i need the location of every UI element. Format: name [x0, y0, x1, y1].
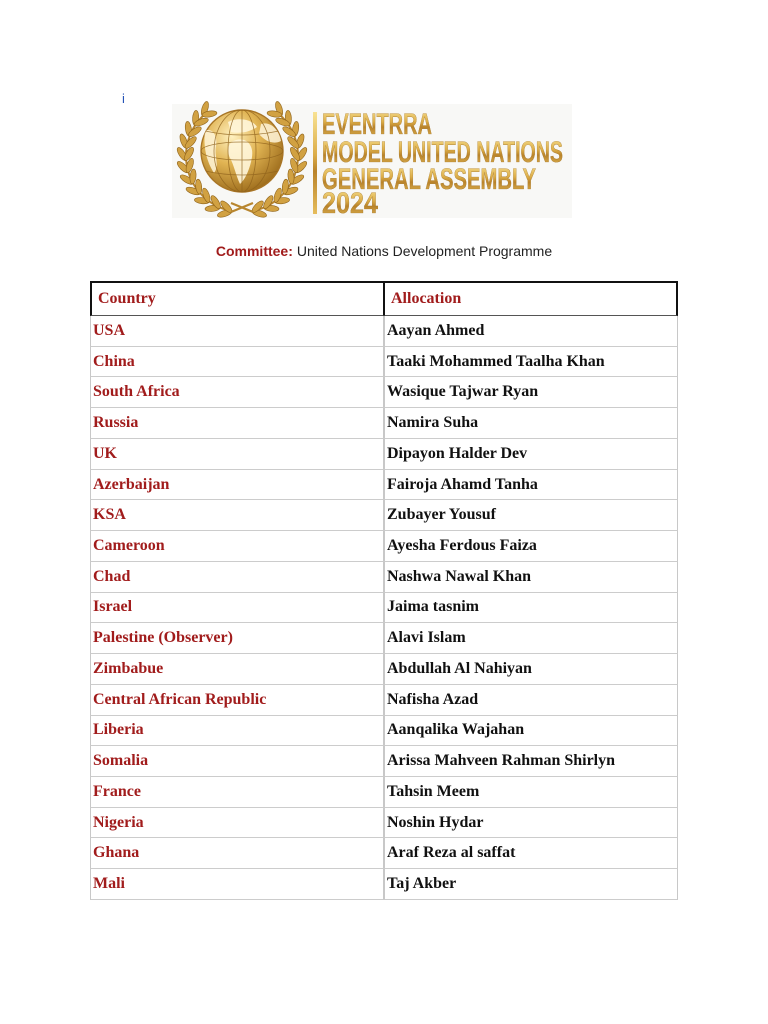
- allocation-cell: Jaima tasnim: [384, 593, 678, 624]
- allocation-cell: Araf Reza al saffat: [384, 838, 678, 869]
- logo-line-title: EVENTRRA: [322, 108, 432, 141]
- table-row: [90, 808, 678, 839]
- allocation-cell: Taj Akber: [384, 869, 678, 900]
- allocation-cell: Namira Suha: [384, 408, 678, 439]
- country-cell: France: [90, 777, 384, 808]
- allocation-cell: Alavi Islam: [384, 623, 678, 654]
- table-row: [90, 593, 678, 624]
- country-cell: KSA: [90, 500, 384, 531]
- allocation-cell: Fairoja Ahamd Tanha: [384, 470, 678, 501]
- table-row: [90, 347, 678, 378]
- allocation-cell: Zubayer Yousuf: [384, 500, 678, 531]
- allocation-cell: Taaki Mohammed Taalha Khan: [384, 347, 678, 378]
- committee-name: United Nations Development Programme: [296, 243, 553, 259]
- table-row: [90, 531, 678, 562]
- country-cell: Azerbaijan: [90, 470, 384, 501]
- table-row: [90, 470, 678, 501]
- country-cell: Palestine (Observer): [90, 623, 384, 654]
- country-cell: South Africa: [90, 377, 384, 408]
- country-cell: Somalia: [90, 746, 384, 777]
- country-cell: Nigeria: [90, 808, 384, 839]
- event-logo: [172, 104, 572, 218]
- logo-divider: [313, 112, 317, 214]
- allocation-cell: Aanqalika Wajahan: [384, 716, 678, 747]
- table-row: [90, 623, 678, 654]
- allocation-cell: Tahsin Meem: [384, 777, 678, 808]
- table-row: [90, 408, 678, 439]
- allocation-cell: Arissa Mahveen Rahman Shirlyn: [384, 746, 678, 777]
- country-cell: Russia: [90, 408, 384, 439]
- country-cell: Israel: [90, 593, 384, 624]
- country-cell: Chad: [90, 562, 384, 593]
- table-row: [90, 439, 678, 470]
- country-cell: Cameroon: [90, 531, 384, 562]
- column-header-allocation: Allocation: [384, 281, 678, 316]
- allocation-cell: Abdullah Al Nahiyan: [384, 654, 678, 685]
- table-row: [90, 316, 678, 347]
- logo-line-year: 2024: [322, 187, 379, 220]
- table-row: [90, 746, 678, 777]
- table-row: [90, 562, 678, 593]
- country-cell: China: [90, 347, 384, 378]
- column-header-country: Country: [90, 281, 384, 316]
- allocation-cell: Noshin Hydar: [384, 808, 678, 839]
- table-row: [90, 838, 678, 869]
- table-row: [90, 654, 678, 685]
- country-cell: Ghana: [90, 838, 384, 869]
- logo-line-assembly: GENERAL ASSEMBLY: [322, 163, 536, 196]
- allocation-table: [90, 281, 678, 900]
- allocation-cell: Nafisha Azad: [384, 685, 678, 716]
- logo-line-subtitle: MODEL UNITED NATIONS: [322, 136, 563, 169]
- table-row: [90, 869, 678, 900]
- country-cell: Zimbabue: [90, 654, 384, 685]
- country-cell: Liberia: [90, 716, 384, 747]
- country-cell: Mali: [90, 869, 384, 900]
- table-row: [90, 716, 678, 747]
- table-header: [90, 281, 678, 316]
- country-cell: Central African Republic: [90, 685, 384, 716]
- allocation-cell: Ayesha Ferdous Faiza: [384, 531, 678, 562]
- allocation-cell: Dipayon Halder Dev: [384, 439, 678, 470]
- table-row: [90, 777, 678, 808]
- country-cell: USA: [90, 316, 384, 347]
- table-row: [90, 500, 678, 531]
- allocation-cell: Wasique Tajwar Ryan: [384, 377, 678, 408]
- marker-glyph: i: [122, 91, 125, 106]
- committee-line: [0, 242, 768, 260]
- allocation-cell: Nashwa Nawal Khan: [384, 562, 678, 593]
- country-cell: UK: [90, 439, 384, 470]
- table-row: [90, 685, 678, 716]
- allocation-cell: Aayan Ahmed: [384, 316, 678, 347]
- table-row: [90, 377, 678, 408]
- committee-label: Committee:: [215, 243, 293, 259]
